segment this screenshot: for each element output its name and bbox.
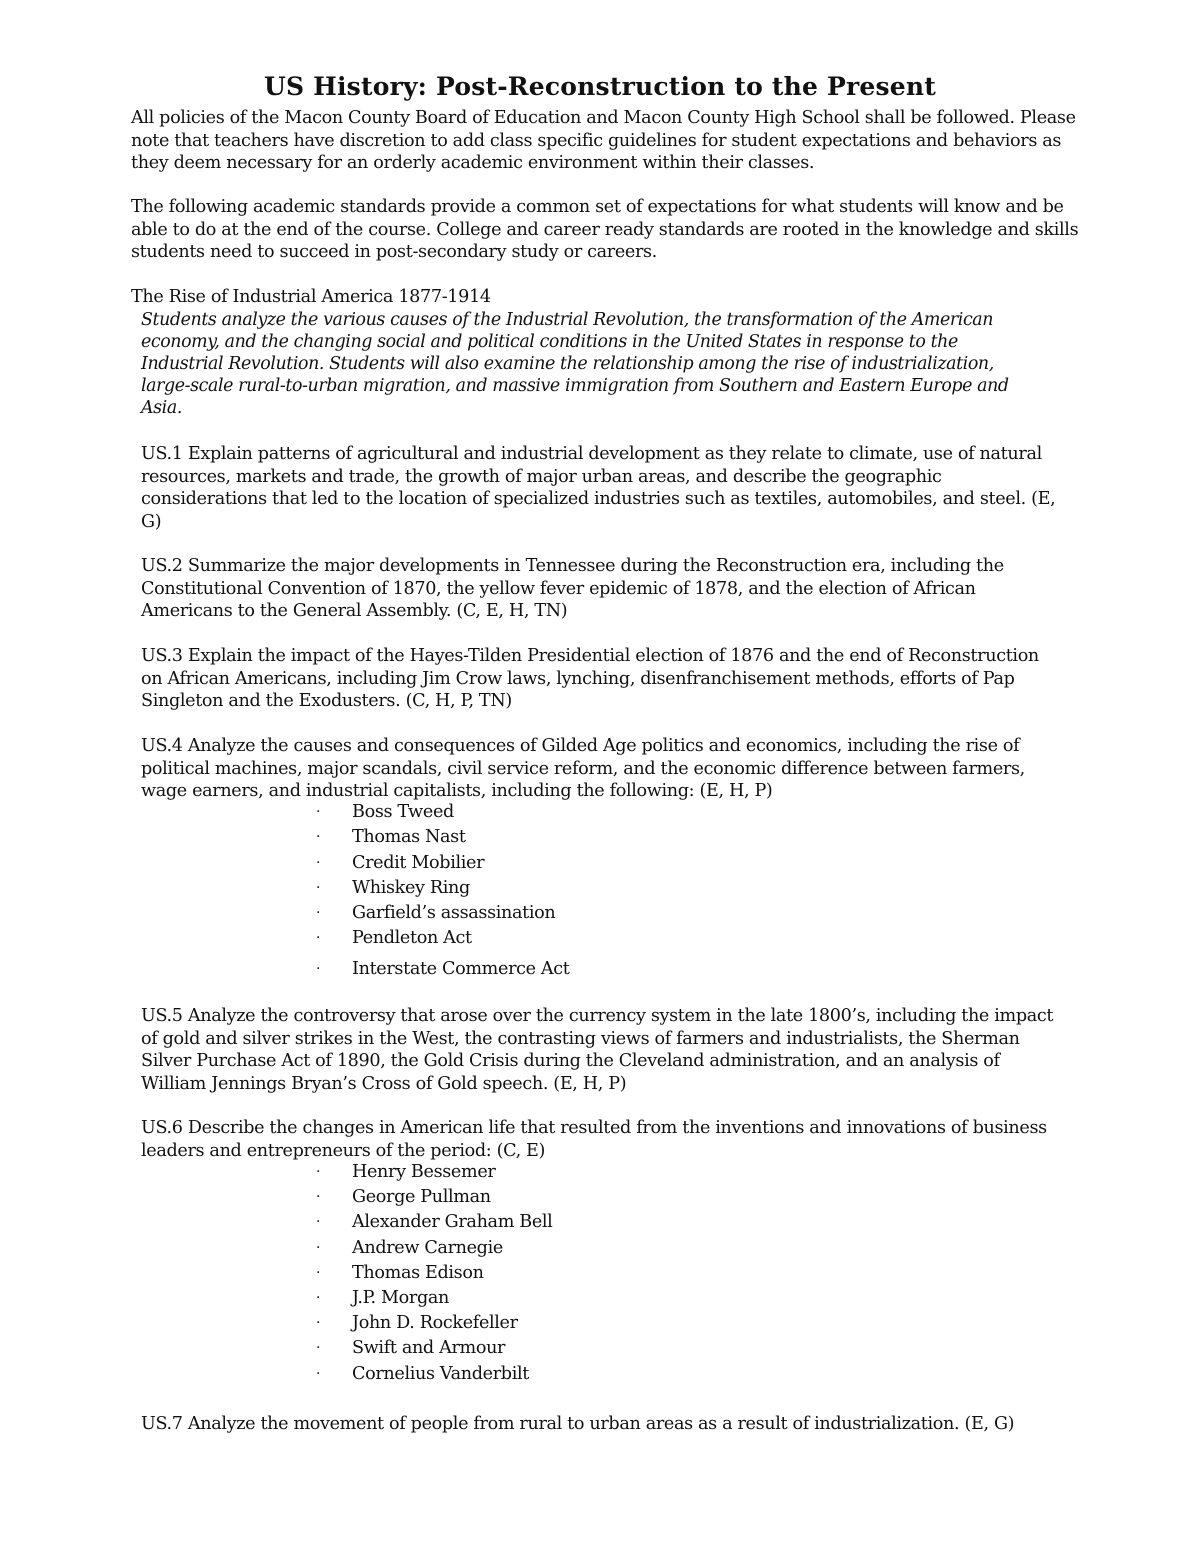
list-item <box>316 901 570 926</box>
list-item <box>316 1261 552 1286</box>
list-item <box>316 800 570 825</box>
list-item <box>316 1236 552 1261</box>
bullet-icon: · <box>316 879 321 896</box>
list-item-text: Interstate Commerce Act <box>352 958 570 979</box>
list-item-text: Swift and Armour <box>352 1338 506 1359</box>
list-item <box>316 825 570 850</box>
policy-paragraph: All policies of the Macon County Board of Education and Macon County High School shall be followed. Please note that teachers have discretion to add class specific guidelines for student expectations and behaviors as they deem necessary for an orderly academic environment within their classes. <box>131 108 1076 173</box>
list-item-text: Cornelius Vanderbilt <box>352 1363 529 1384</box>
page-title: US History: Post-Reconstruction to the Present <box>264 72 936 101</box>
list-item <box>316 876 570 901</box>
list-item-text: Andrew Carnegie <box>352 1237 503 1258</box>
list-item <box>316 1362 552 1387</box>
bullet-icon: · <box>316 1264 321 1281</box>
bullet-icon: · <box>316 1214 321 1231</box>
unit-description: Students analyze the various causes of the Industrial Revolution, the transformation of the American economy, and the changing social and political conditions in the United States in response to the Industrial Revolution. Students will also examine the relationship among the rise of industrialization, large-scale rural-to-urban migration, and massive immigration from Southern and Eastern Europe and Asia. <box>141 310 1009 418</box>
bullet-icon: · <box>316 1289 321 1306</box>
list-item-text: Garfield’s assassination <box>352 903 556 924</box>
standard-us6: US.6 Describe the changes in American life that resulted from the inventions and innovations of business leaders and entrepreneurs of the period: (C, E) <box>141 1118 1047 1161</box>
us6-bullet-list <box>316 1160 552 1387</box>
list-item-text: Credit Mobilier <box>352 852 485 873</box>
list-item-text: Thomas Nast <box>352 827 466 848</box>
list-item <box>316 1336 552 1361</box>
list-item <box>316 1185 552 1210</box>
list-item-text: Pendleton Act <box>352 928 472 949</box>
bullet-icon: · <box>316 829 321 846</box>
standard-us2: US.2 Summarize the major developments in Tennessee during the Reconstruction era, including the Constitutional Convention of 1870, the yellow fever epidemic of 1878, and the election of African Americans to the General Assembly. (C, E, H, TN) <box>141 556 1004 621</box>
list-item-text: Alexander Graham Bell <box>352 1212 553 1233</box>
standard-us7: US.7 Analyze the movement of people from rural to urban areas as a result of industrialization. (E, G) <box>141 1414 1015 1434</box>
list-item <box>316 957 570 982</box>
list-item-text: J.P. Morgan <box>352 1287 449 1308</box>
bullet-icon: · <box>316 1239 321 1256</box>
standard-us1: US.1 Explain patterns of agricultural and industrial development as they relate to climate, use of natural resources, markets and trade, the growth of major urban areas, and describe the geographic considerations that led to the location of specialized industries such as textiles, automobiles, and steel. (E, G) <box>141 444 1056 532</box>
standard-us4: US.4 Analyze the causes and consequences of Gilded Age politics and economics, including the rise of political machines, major scandals, civil service reform, and the economic difference between farmers, wage earners, and industrial capitalists, including the following: (E, H, P) <box>141 736 1025 801</box>
bullet-icon: · <box>316 1365 321 1382</box>
bullet-icon: · <box>316 930 321 947</box>
bullet-icon: · <box>316 804 321 820</box>
bullet-icon: · <box>316 960 321 977</box>
bullet-icon: · <box>316 1164 321 1180</box>
unit-heading: The Rise of Industrial America 1877-1914 <box>131 287 491 307</box>
standards-intro-paragraph: The following academic standards provide a common set of expectations for what students will know and be able to do at the end of the course. College and career ready standards are rooted in the knowledge and skills students need to succeed in post-secondary study or careers. <box>131 197 1079 262</box>
list-item-text: Henry Bessemer <box>352 1162 496 1182</box>
list-item-text: Whiskey Ring <box>352 877 470 898</box>
list-item <box>316 851 570 876</box>
list-item <box>316 926 570 951</box>
bullet-icon: · <box>316 854 321 871</box>
list-item-text: George Pullman <box>352 1187 491 1208</box>
bullet-icon: · <box>316 1189 321 1206</box>
bullet-icon: · <box>316 1340 321 1357</box>
us4-bullet-list <box>316 800 570 982</box>
list-item <box>316 1286 552 1311</box>
list-item-text: Boss Tweed <box>352 802 454 822</box>
list-item <box>316 1311 552 1336</box>
bullet-icon: · <box>316 1315 321 1332</box>
list-item <box>316 1210 552 1235</box>
list-item-text: John D. Rockefeller <box>352 1313 518 1334</box>
list-item-text: Thomas Edison <box>352 1262 484 1283</box>
list-item <box>316 1160 552 1185</box>
bullet-icon: · <box>316 905 321 922</box>
standard-us3: US.3 Explain the impact of the Hayes-Tilden Presidential election of 1876 and the end of Reconstruction on African Americans, including Jim Crow laws, lynching, disenfranchisement methods, efforts of Pap Singleton and the Exodusters. (C, H, P, TN) <box>141 646 1039 711</box>
standard-us5: US.5 Analyze the controversy that arose over the currency system in the late 1800’s, including the impact of gold and silver strikes in the West, the contrasting views of farmers and industrialists, the Sherman Silver Purchase Act of 1890, the Gold Crisis during the Cleveland administration, and an analysis of William Jennings Bryan’s Cross of Gold speech. (E, H, P) <box>141 1006 1054 1094</box>
